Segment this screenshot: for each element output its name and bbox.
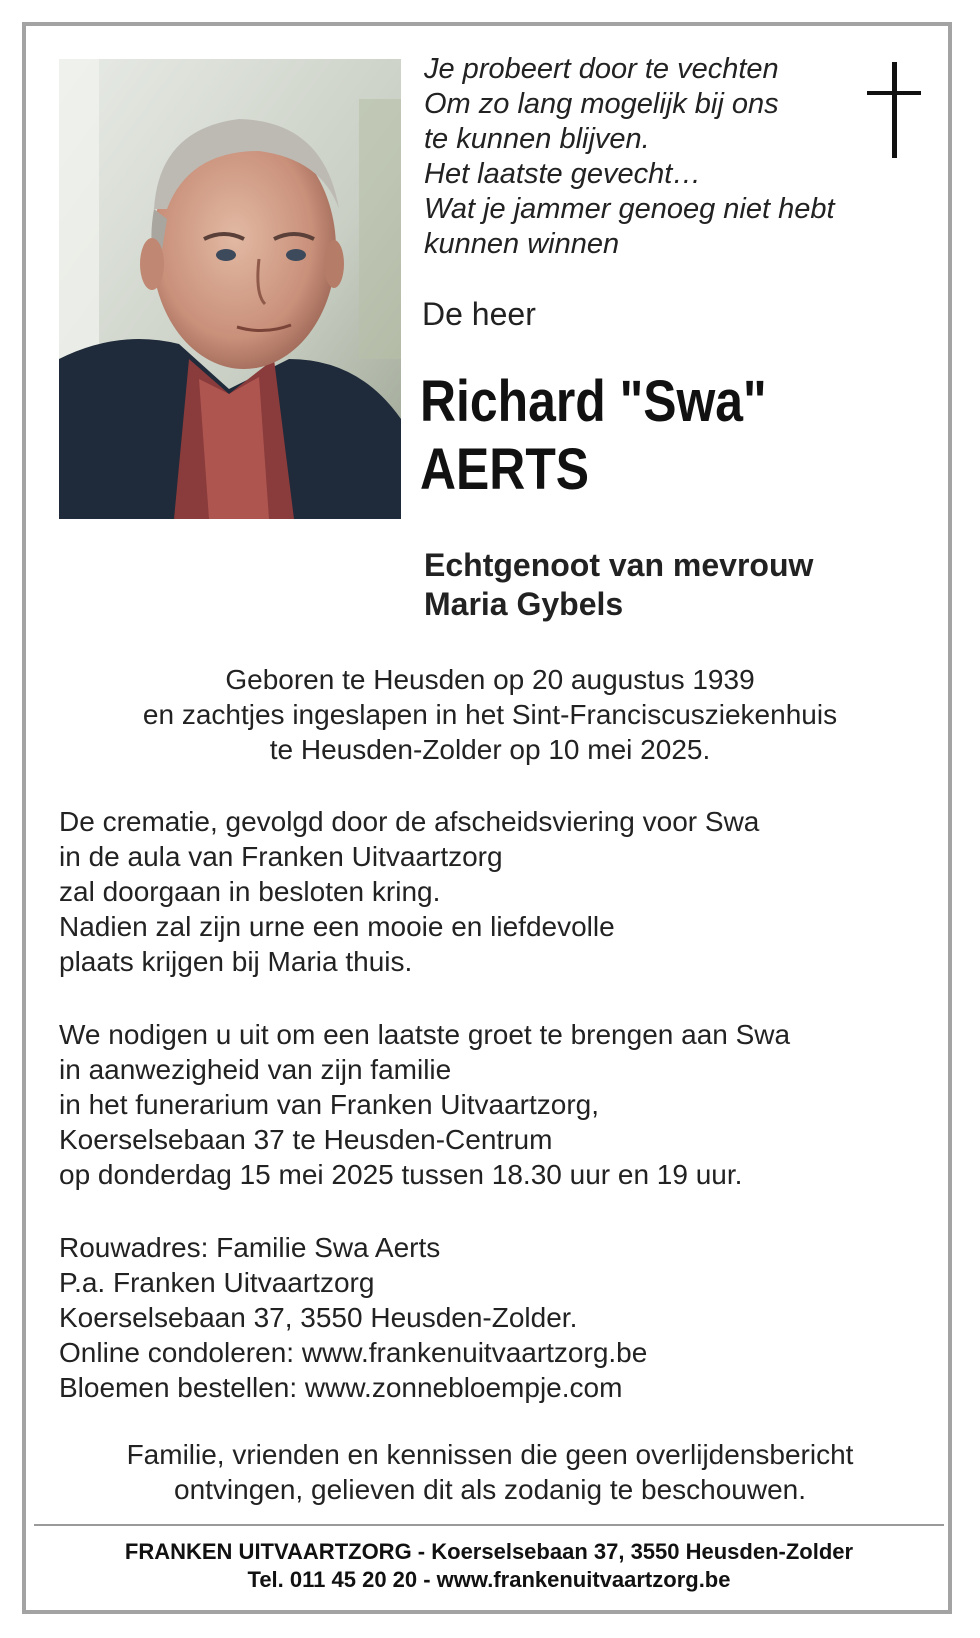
flowers-link[interactable]: Bloemen bestellen: www.zonnebloempje.com xyxy=(59,1372,623,1403)
spouse-line: Echtgenoot van mevrouw xyxy=(424,547,814,583)
footer-divider xyxy=(34,1524,944,1526)
text-line: Familie, vrienden en kennissen die geen overlijdensbericht xyxy=(126,1439,854,1470)
poem-line: kunnen winnen xyxy=(424,228,620,260)
deceased-name xyxy=(420,368,767,504)
text-line: in aanwezigheid van zijn familie xyxy=(59,1054,452,1085)
text-line: Geboren te Heusden op 20 augustus 1939 xyxy=(225,664,755,695)
text-line: en zachtjes ingeslapen in het Sint-Franciscusziekenhuis xyxy=(142,699,838,730)
text-line: Koerselsebaan 37, 3550 Heusden-Zolder. xyxy=(59,1302,578,1333)
poem-line: Het laatste gevecht… xyxy=(424,158,702,190)
condolence-link[interactable]: Online condoleren: www.frankenuitvaartzorg.be xyxy=(59,1337,648,1368)
spouse-line: Maria Gybels xyxy=(424,586,624,622)
visitation-info xyxy=(59,1017,939,1192)
closing-note xyxy=(60,1437,920,1507)
poem-line: te kunnen blijven. xyxy=(424,123,650,155)
cremation-info xyxy=(59,804,939,979)
honorific: De heer xyxy=(422,296,536,332)
text-line: te Heusden-Zolder op 10 mei 2025. xyxy=(269,734,711,765)
text-line: We nodigen u uit om een laatste groet te brengen aan Swa xyxy=(59,1019,791,1050)
footer-contact[interactable]: Tel. 011 45 20 20 - www.frankenuitvaartzorg.be xyxy=(247,1567,731,1592)
cross-icon xyxy=(864,62,924,158)
text-line: Nadien zal zijn urne een mooie en liefdevolle xyxy=(59,911,615,942)
poem xyxy=(424,52,884,262)
footer-address: FRANKEN UITVAARTZORG - Koerselsebaan 37, 3550 Heusden-Zolder xyxy=(124,1539,854,1564)
text-line: zal doorgaan in besloten kring. xyxy=(59,876,441,907)
portrait-photo xyxy=(59,59,401,519)
poem-line: Om zo lang mogelijk bij ons xyxy=(424,88,779,120)
text-line: Rouwadres: Familie Swa Aerts xyxy=(59,1232,441,1263)
text-line: in het funerarium van Franken Uitvaartzorg, xyxy=(59,1089,600,1120)
deceased-last-name: AERTS xyxy=(420,437,590,502)
text-line: in de aula van Franken Uitvaartzorg xyxy=(59,841,503,872)
poem-line: Je probeert door te vechten xyxy=(424,53,779,85)
poem-line: Wat je jammer genoeg niet hebt xyxy=(424,193,835,225)
text-line: Koerselsebaan 37 te Heusden-Centrum xyxy=(59,1124,553,1155)
contact-info xyxy=(59,1230,939,1405)
funeral-home-footer xyxy=(34,1538,944,1594)
text-line: ontvingen, gelieven dit als zodanig te beschouwen. xyxy=(174,1474,806,1505)
text-line: op donderdag 15 mei 2025 tussen 18.30 uur en 19 uur. xyxy=(59,1159,743,1190)
birth-death-info xyxy=(60,662,920,767)
deceased-first-name: Richard "Swa" xyxy=(420,369,767,434)
text-line: P.a. Franken Uitvaartzorg xyxy=(59,1267,375,1298)
text-line: De crematie, gevolgd door de afscheidsviering voor Swa xyxy=(59,806,760,837)
spouse-info xyxy=(424,546,813,624)
text-line: plaats krijgen bij Maria thuis. xyxy=(59,946,413,977)
